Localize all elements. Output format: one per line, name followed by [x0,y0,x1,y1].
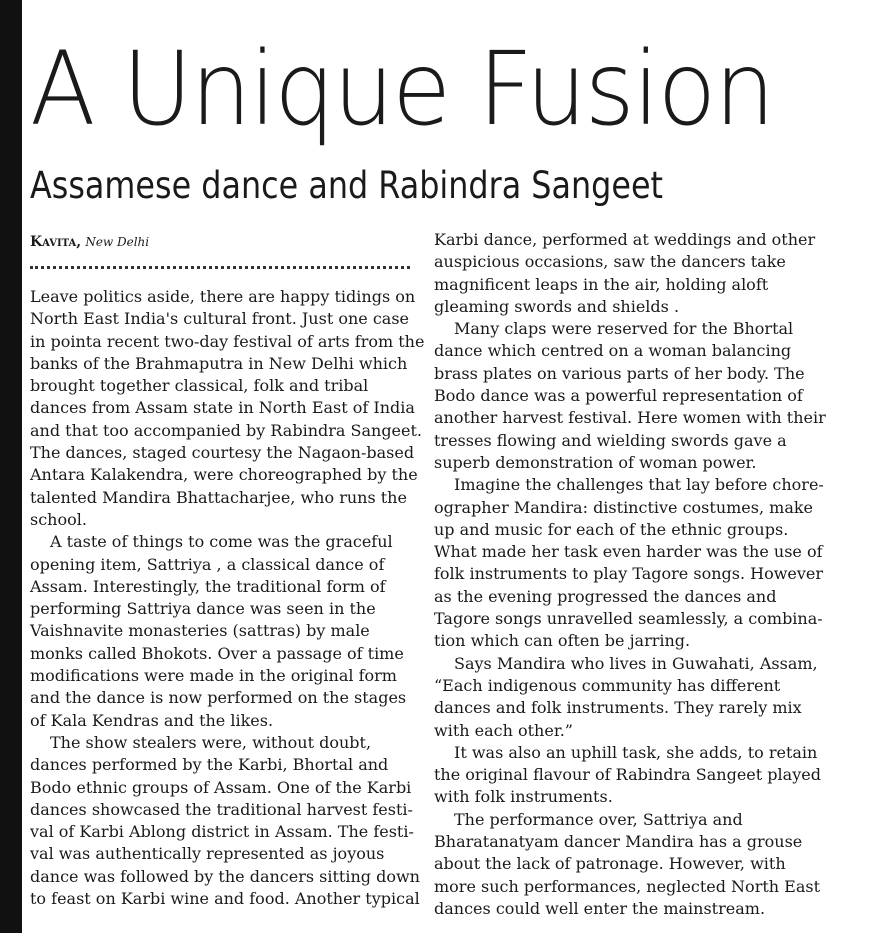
text-line: dances and folk instruments. They rarely mix [434,698,802,718]
text-line: gleaming swords and shields . [434,296,680,316]
text-line: another harvest festival. Here women with their [434,408,826,428]
text-line: superb demonstration of woman power. [434,452,757,472]
text-line: val of Karbi Ablong district in Assam. The festi- [30,822,414,842]
text-line: Antara Kalakendra, were choreographed by the [30,465,418,485]
article-paragraph [434,229,854,318]
text-line: “Each indigenous community has different [434,675,781,695]
byline [30,232,149,253]
article-paragraph [30,732,420,910]
text-line: the original flavour of Rabindra Sangeet played [434,765,821,785]
text-line: Imagine the challenges that lay before chore- [454,475,824,495]
article-paragraph [434,809,854,920]
text-line: of Kala Kendras and the likes. [30,710,274,730]
text-line: A taste of things to come was the graceful [50,532,393,552]
text-line: monks called Bhokots. Over a passage of time [30,643,404,663]
text-line: tion which can often be jarring. [434,631,691,651]
text-line: Tagore songs unravelled seamlessly, a combina- [434,609,823,629]
text-line: school. [30,509,87,529]
text-line: Vaishnavite monasteries (sattras) by male [30,621,370,641]
text-line: Says Mandira who lives in Guwahati, Assam, [454,653,818,673]
text-line: dance was followed by the dancers sitting down [30,866,420,886]
text-line: folk instruments to play Tagore songs. However [434,564,824,584]
text-line: with folk instruments. [434,787,613,807]
text-line: talented Mandira Bhattacharjee, who runs the [30,487,407,507]
article-paragraph [434,474,854,652]
text-line: with each other.” [434,720,573,740]
text-line: modifications were made in the original form [30,666,397,686]
dotted-separator [30,266,410,269]
text-line: val was authentically represented as joyous [30,844,385,864]
text-line: Bodo ethnic groups of Assam. One of the Karbi [30,777,412,797]
text-line: Bodo dance was a powerful representation of [434,386,803,406]
text-line: It was also an uphill task, she adds, to retain [454,742,818,762]
text-line: North East India's cultural front. Just one case [30,309,409,329]
text-line: dances from Assam state in North East of India [30,398,415,418]
left-margin-bar [0,0,22,933]
text-line: more such performances, neglected North East [434,876,821,896]
text-line: auspicious occasions, saw the dancers take [434,252,786,272]
text-line: Leave politics aside, there are happy tidings on [30,287,416,306]
text-line: up and music for each of the ethnic groups. [434,519,789,539]
text-line: in pointa recent two-day festival of arts from the [30,331,425,351]
text-line: Many claps were reserved for the Bhortal [454,319,794,339]
text-line: Karbi dance, performed at weddings and other [434,230,816,249]
article-paragraph [434,653,854,742]
text-line: The show stealers were, without doubt, [50,732,372,752]
text-line: Assam. Interestingly, the traditional form of [30,576,386,596]
text-line: about the lack of patronage. However, with [434,854,786,874]
text-line: opening item, Sattriya , a classical dance of [30,554,385,574]
text-line: and that too accompanied by Rabindra Sangeet. [30,420,423,440]
article-paragraph [434,318,854,474]
text-line: and the dance is now performed on the stages [30,688,407,708]
text-line: dances performed by the Karbi, Bhortal and [30,755,389,775]
byline-location: New Delhi [85,235,150,249]
article-paragraph [30,286,425,531]
text-line: dances could well enter the mainstream. [434,898,766,918]
article-paragraph [434,742,854,809]
headline: A Unique Fusion [30,30,774,149]
text-line: dance which centred on a woman balancing [434,341,792,361]
text-line: What made her task even harder was the use of [434,542,823,562]
text-line: magnificent leaps in the air, holding aloft [434,274,769,294]
text-line: to feast on Karbi wine and food. Another typical [30,889,420,909]
article-paragraph [30,531,420,732]
text-line: ographer Mandira: distinctive costumes, make [434,497,814,517]
text-line: as the evening progressed the dances and [434,586,777,606]
text-line: The performance over, Sattriya and [454,809,743,829]
text-line: brought together classical, folk and tribal [30,376,369,396]
text-line: brass plates on various parts of her body. The [434,363,805,383]
left-column [30,286,425,910]
text-line: The dances, staged courtesy the Nagaon-based [30,443,415,463]
text-line: tresses flowing and wielding swords gave a [434,430,787,450]
right-column [434,229,854,920]
text-line: dances showcased the traditional harvest festi- [30,799,413,819]
text-line: performing Sattriya dance was seen in the [30,599,376,619]
subheadline: Assamese dance and Rabindra Sangeet [30,164,664,207]
byline-author: Kavita, [30,234,82,250]
text-line: Bharatanatyam dancer Mandira has a grouse [434,832,803,852]
text-line: banks of the Brahmaputra in New Delhi which [30,353,408,373]
